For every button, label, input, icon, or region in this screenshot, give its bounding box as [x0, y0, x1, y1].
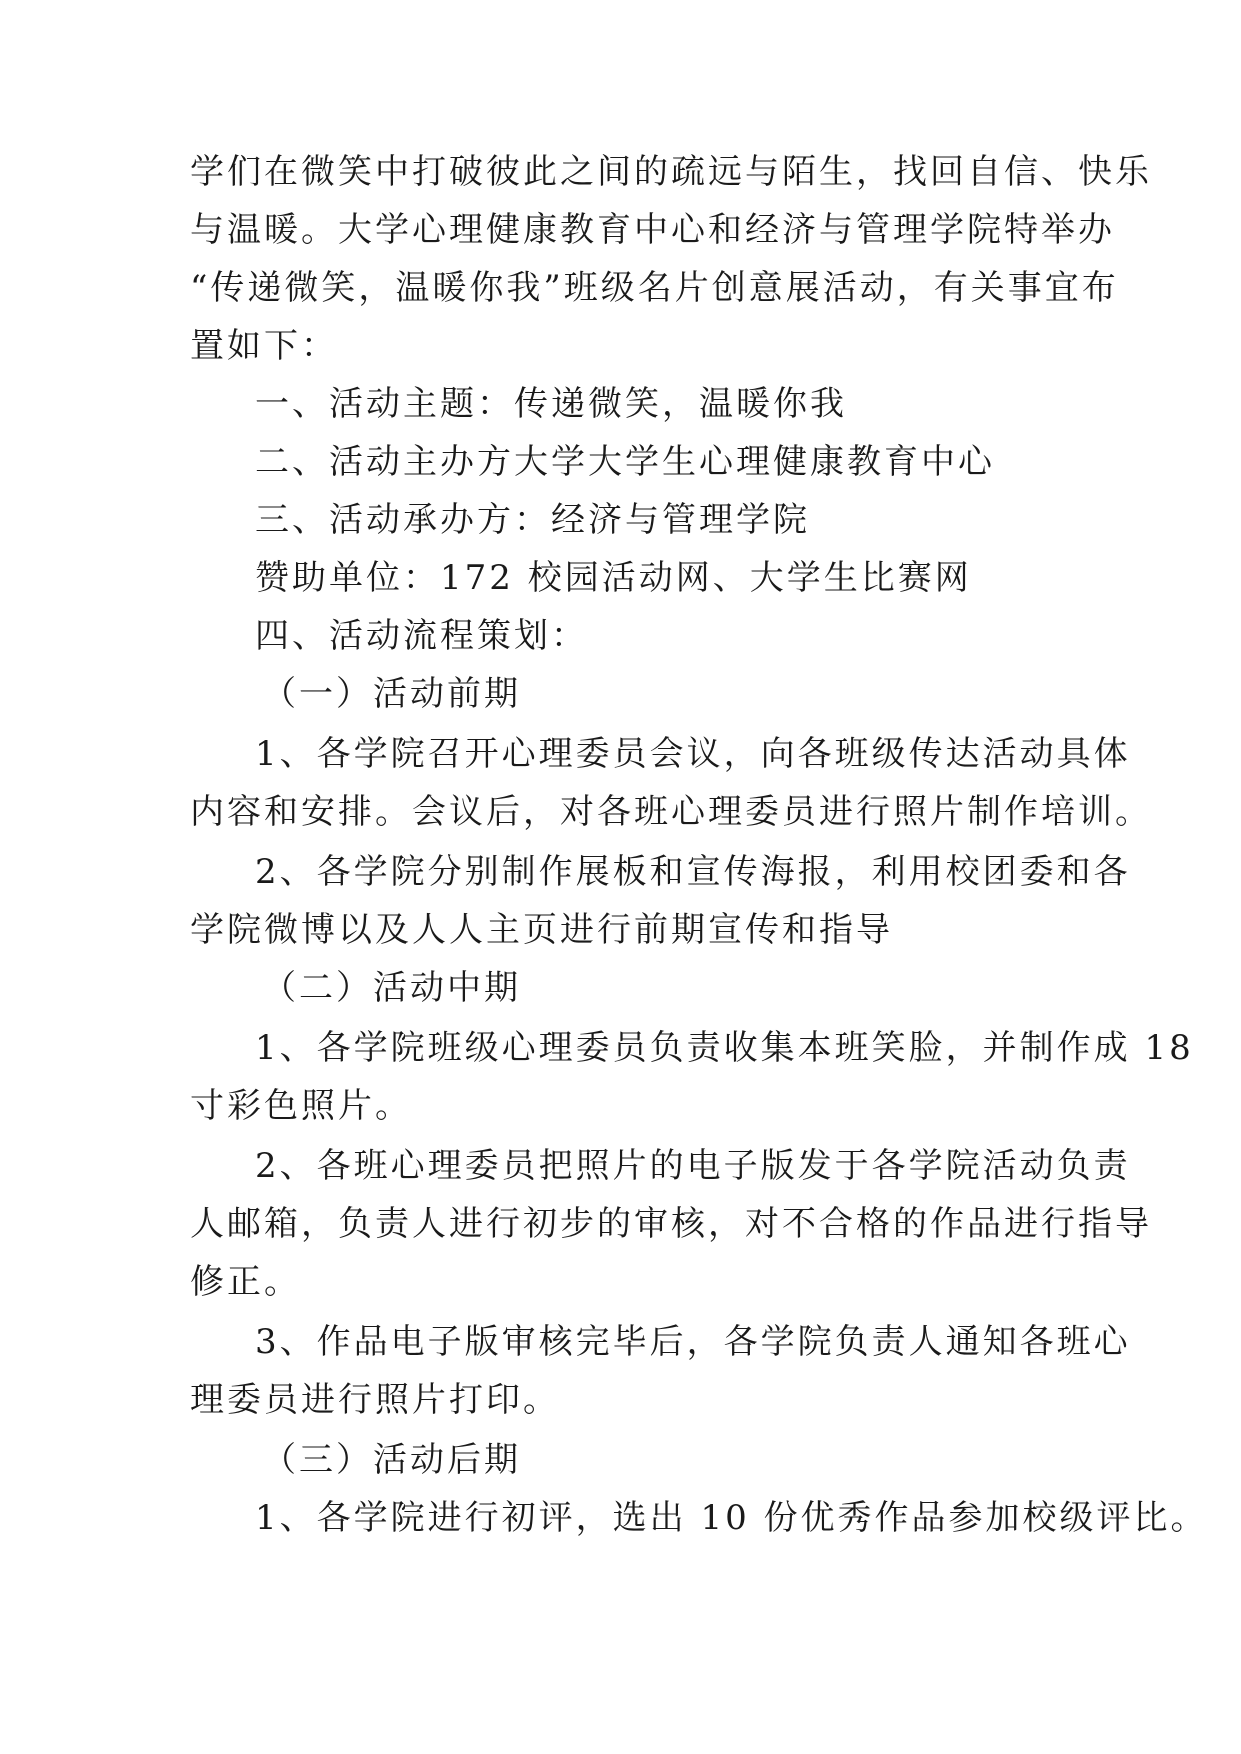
paragraph-line: 内容和安排。会议后，对各班心理委员进行照片制作培训。 — [190, 792, 1152, 832]
paragraph-line: 置如下： — [190, 326, 338, 366]
paragraph-line: 理委员进行照片打印。 — [190, 1380, 560, 1420]
paragraph-line: “传递微笑，温暖你我”班级名片创意展活动，有关事宜布 — [190, 268, 1119, 308]
sponsor-line: 赞助单位：172 校园活动网、大学生比赛网 — [255, 558, 972, 598]
subsection-heading: （一）活动前期 — [262, 674, 521, 714]
section-heading: 二、活动主办方大学大学生心理健康教育中心 — [255, 442, 995, 482]
paragraph-line: 1、各学院班级心理委员负责收集本班笑脸，并制作成 18 — [255, 1028, 1194, 1068]
section-heading: 四、活动流程策划： — [255, 616, 588, 656]
paragraph-line: 学们在微笑中打破彼此之间的疏远与陌生，找回自信、快乐 — [190, 152, 1152, 192]
paragraph-line: 2、各班心理委员把照片的电子版发于各学院活动负责 — [255, 1146, 1131, 1186]
paragraph-line: 3、作品电子版审核完毕后，各学院负责人通知各班心 — [255, 1322, 1131, 1362]
paragraph-line: 与温暖。大学心理健康教育中心和经济与管理学院特举办 — [190, 210, 1115, 250]
paragraph-line: 2、各学院分别制作展板和宣传海报，利用校团委和各 — [255, 852, 1131, 892]
paragraph-line: 学院微博以及人人主页进行前期宣传和指导 — [190, 910, 893, 950]
subsection-heading: （二）活动中期 — [262, 968, 521, 1008]
paragraph-line: 1、各学院进行初评，选出 10 份优秀作品参加校级评比。 — [255, 1498, 1208, 1538]
subsection-heading: （三）活动后期 — [262, 1440, 521, 1480]
section-heading: 一、活动主题：传递微笑，温暖你我 — [255, 384, 847, 424]
paragraph-line: 人邮箱，负责人进行初步的审核，对不合格的作品进行指导 — [190, 1204, 1152, 1244]
paragraph-line: 1、各学院召开心理委员会议，向各班级传达活动具体 — [255, 734, 1131, 774]
paragraph-line: 寸彩色照片。 — [190, 1086, 412, 1126]
paragraph-line: 修正。 — [190, 1262, 301, 1302]
section-heading: 三、活动承办方：经济与管理学院 — [255, 500, 810, 540]
